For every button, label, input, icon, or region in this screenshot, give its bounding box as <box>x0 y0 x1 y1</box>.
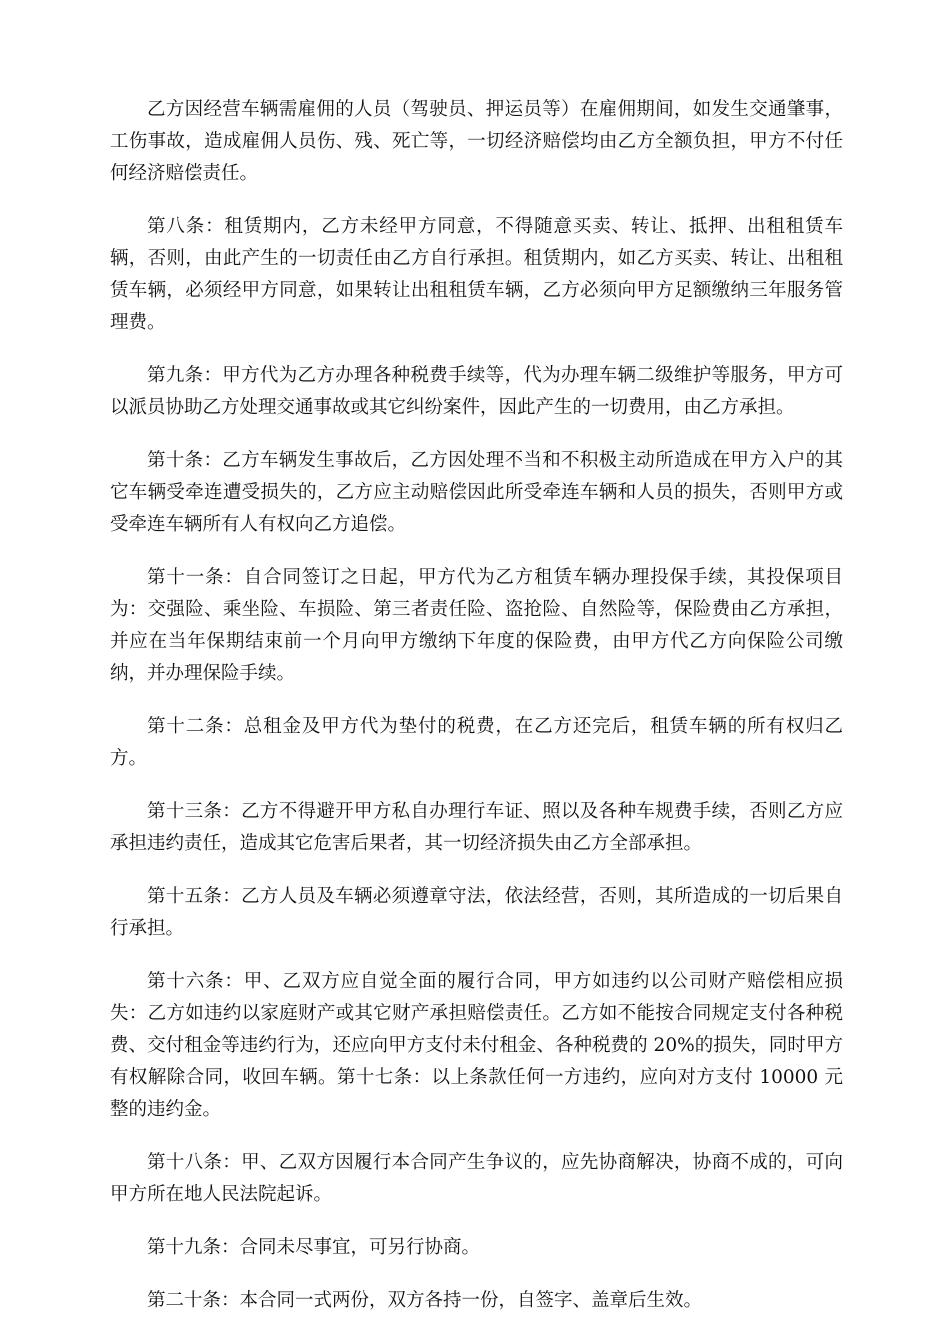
paragraph-article-11: 第十一条：自合同签订之日起，甲方代为乙方租赁车辆办理投保手续，其投保项目为：交强险、乘坐险、车损险、第三者责任险、盗抢险、自然险等，保险费由乙方承担，并应在当年保期结束前一个月向甲方缴纳下年度的保险费，由甲方代乙方向保险公司缴纳，并办理保险手续。 <box>110 567 843 684</box>
paragraph-article-12: 第十二条：总租金及甲方代为垫付的税费，在乙方还完后，租赁车辆的所有权归乙方。 <box>110 716 843 769</box>
paragraph-article-19: 第十九条：合同未尽事宜，可另行协商。 <box>147 1237 481 1258</box>
paragraph-article-10: 第十条：乙方车辆发生事故后，乙方因处理不当和不积极主动所造成在甲方入户的其它车辆受牵连遭受损失的，乙方应主动赔偿因此所受牵连车辆和人员的损失，否则甲方或受牵连车辆所有人有权向乙方追偿。 <box>110 450 843 535</box>
paragraph-article-9: 第九条：甲方代为乙方办理各种税费手续等，代为办理车辆二级维护等服务，甲方可以派员协助乙方处理交通事故或其它纠纷案件，因此产生的一切费用，由乙方承担。 <box>110 365 843 418</box>
paragraph-article-15: 第十五条：乙方人员及车辆必须遵章守法，依法经营，否则，其所造成的一切后果自行承担。 <box>110 886 843 939</box>
paragraph-article-13: 第十三条：乙方不得避开甲方私自办理行车证、照以及各种车规费手续，否则乙方应承担违约责任，造成其它危害后果者，其一切经济损失由乙方全部承担。 <box>110 801 843 854</box>
paragraph-employee-liability: 乙方因经营车辆需雇佣的人员（驾驶员、押运员等）在雇佣期间，如发生交通肇事，工伤事故，造成雇佣人员伤、残、死亡等，一切经济赔偿均由乙方全额负担，甲方不付任何经济赔偿责任。 <box>110 99 843 184</box>
paragraph-article-20: 第二十条：本合同一式两份，双方各持一份，自签字、盖章后生效。 <box>147 1290 703 1311</box>
paragraph-article-8: 第八条：租赁期内，乙方未经甲方同意，不得随意买卖、转让、抵押、出租租赁车辆，否则，由此产生的一切责任由乙方自行承担。租赁期内，如乙方买卖、转让、出租租赁车辆，必须经甲方同意，如果转让出租租赁车辆，乙方必须向甲方足额缴纳三年服务管理费。 <box>110 216 843 333</box>
paragraph-article-16-17: 第十六条：甲、乙双方应自觉全面的履行合同，甲方如违约以公司财产赔偿相应损失：乙方如违约以家庭财产或其它财产承担赔偿责任。乙方如不能按合同规定支付各种税费、交付租金等违约行为，还应向甲方支付未付租金、各种税费的 20%的损失，同时甲方有权解除合同，收回车辆。第十七条：以上条款任何一方违约，应向对方支付 10000 元整的违约金。 <box>110 971 843 1120</box>
paragraph-article-18: 第十八条：甲、乙双方因履行本合同产生争议的，应先协商解决，协商不成的，可向甲方所在地人民法院起诉。 <box>110 1152 843 1205</box>
document-body <box>110 94 843 1338</box>
